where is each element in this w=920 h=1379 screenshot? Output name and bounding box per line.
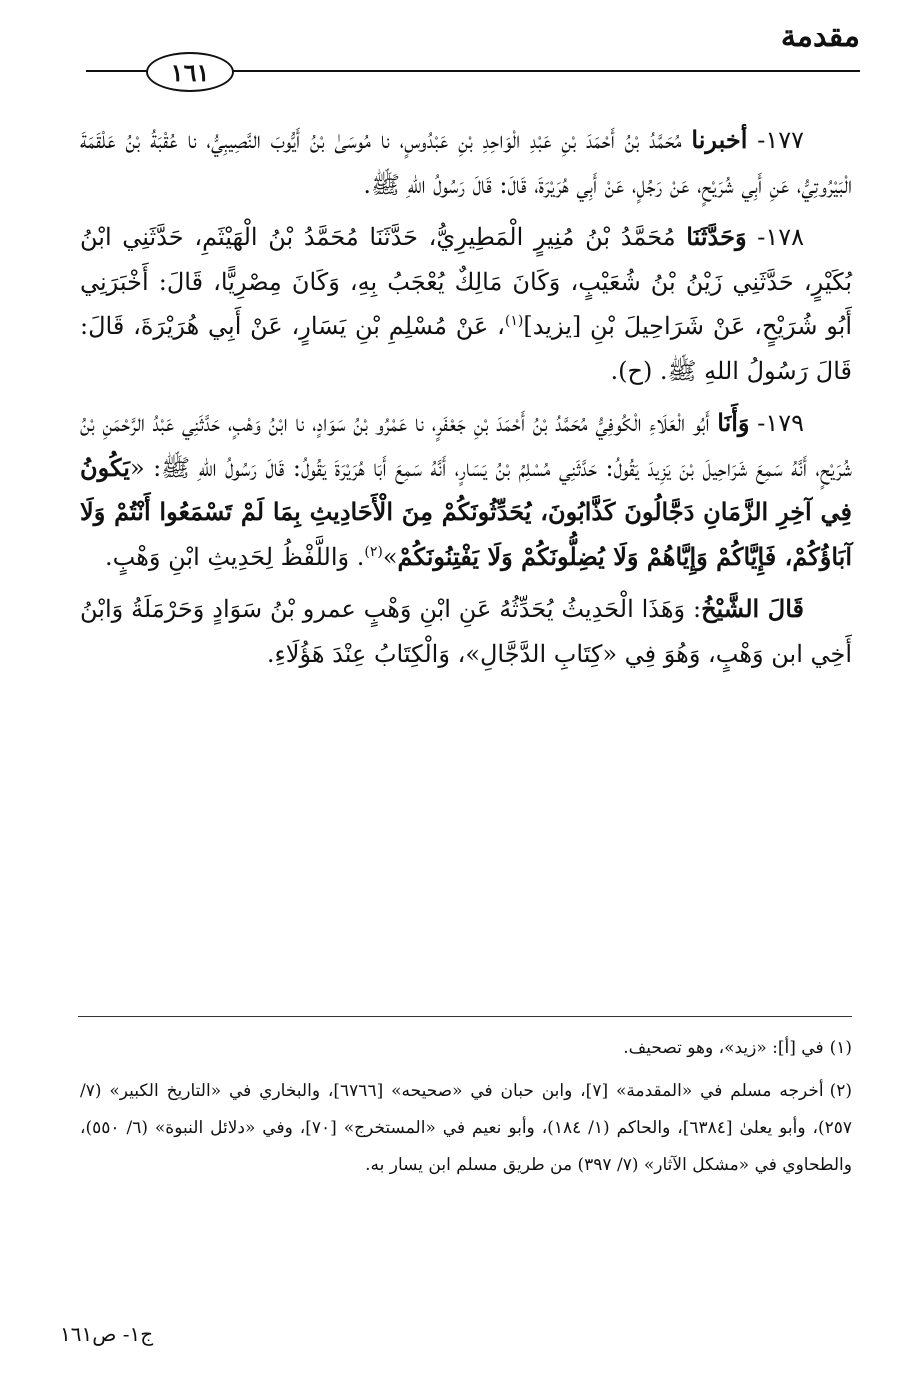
footnote-1 <box>80 1030 852 1067</box>
quote-close: » <box>382 542 398 571</box>
paragraph-text: أَبُو الْعَلَاءِ الْكُوفِيُّ مُحَمَّدُ بْنُ أَحْمَدَ بْنِ جَعْفَرٍ، نا عَمْرُو بْنُ سَوَادٍ، نا ابْنُ وَهْبٍ، حَدَّثَنِي عَبْدُ الرَّحْمَنِ بْنُ شُرَيْحٍ، أَنَّهُ سَمِعَ شَرَاحِيلَ بْنَ يَزِيدَ يَقُولُ: حَدَّثَنِي مُسْلِمُ بْنُ يَسَارٍ، أَنَّهُ سَمِعَ أَبَا هُرَيْرَةَ يَقُولُ: قَالَ رَسُولُ اللهِ ﷺ: « <box>80 409 852 482</box>
hadith-matn: يَكُونُ فِي آخِرِ الزَّمَانِ دَجَّالُونَ كَذَّابُونَ، يُحَدِّثُونَكُمْ مِنَ الْأَحَادِيثِ بِمَا لَمْ تَسْمَعُوا أَنْتُمْ وَلَا آبَاؤُكُمْ، فَإِيَّاكُمْ وَإِيَّاهُمْ وَلَا يُضِلُّونَكُمْ وَلَا يَفْتِنُونَكُمْ <box>80 452 852 571</box>
shaykh-lead: قَالَ الشَّيْخُ <box>701 594 804 623</box>
running-title: مقدمة <box>780 19 860 54</box>
footnotes <box>80 1030 852 1190</box>
paragraph-lead: أخبرنا <box>691 125 748 154</box>
paragraph-text: : وَهَذَا الْحَدِيثُ يُحَدِّثُهُ عَنِ ابْنِ وَهْبٍ عمرو بْنُ سَوَادٍ وَحَرْمَلَةُ وَابْنُ أَخِي ابن وَهْبٍ، وَهُوَ فِي «كِتَابِ الدَّجَّالِ»، وَالْكِتَابُ عِنْدَ هَؤُلَاءِ. <box>80 595 852 668</box>
paragraph-text: مُحَمَّدُ بْنُ مُنِيرٍ الْمَطِيرِيُّ، حَدَّثَنَا مُحَمَّدُ بْنُ الْهَيْثَمِ، حَدَّثَنِي ابْنُ بُكَيْرٍ، حَدَّثَنِي زَيْنُ بْنُ شُعَيْبٍ، وَكَانَ مَالِكٌ يُعْجَبُ بِهِ، وَكَانَ مِصْرِيًّا، قَالَ: أَخْبَرَنِي أَبُو شُرَيْحٍ، عَنْ شَرَاحِيلَ بْنِ [يزيد] <box>80 223 852 340</box>
paragraph-179 <box>80 401 852 579</box>
paragraph-text: . وَاللَّفْظُ لِحَدِيثِ ابْنِ وَهْبٍ. <box>105 542 365 571</box>
paragraph-text: مُحَمَّدُ بْنُ أَحْمَدَ بْنِ عَبْدِ الْوَاحِدِ بْنِ عَبْدُوسٍ، نا مُوسَىٰ بْنُ أَيُّوبَ النَّصِيبِيُّ، نا عُقْبَةُ بْنُ عَلْقَمَةَ الْبَيْرُوتِيُّ، عَنِ أَبِي شُرَيْحٍ، عَنْ رَجُلٍ، عَنْ أَبِي هُرَيْرَةَ، قَالَ: قَالَ رَسُولُ اللهِ ﷺ. <box>80 126 852 199</box>
hadith-number: ١٧٨- <box>746 223 804 251</box>
footnote-ref-1[interactable]: (١) <box>504 313 524 329</box>
footnote-2 <box>80 1073 852 1184</box>
paragraph-178 <box>80 215 852 393</box>
footnote-number: (١) <box>829 1038 852 1058</box>
paragraph-text: ، عَنْ مُسْلِمِ بْنِ يَسَارٍ، عَنْ أَبِي هُرَيْرَةَ، قَالَ: قَالَ رَسُولُ اللهِ ﷺ. (ح). <box>80 312 852 385</box>
hadith-number: ١٧٩- <box>749 409 804 437</box>
paragraph-lead: وَحَدَّثَنَا <box>686 222 747 251</box>
footnote-separator <box>78 1016 852 1017</box>
paragraph-177 <box>80 118 852 207</box>
page-number: ١٦١ <box>146 52 234 92</box>
footnote-text: في [أ]: «زيد»، وهو تصحيف. <box>623 1038 824 1058</box>
footnote-number: (٢) <box>829 1081 852 1101</box>
paragraph-lead: وَأَنَا <box>717 408 750 437</box>
volume-page-ref: ج١- ص١٦١ <box>60 1322 154 1346</box>
shaykh-comment <box>80 587 852 676</box>
main-text <box>80 118 852 684</box>
footnote-ref-2[interactable]: (٢) <box>364 543 383 560</box>
hadith-number: ١٧٧- <box>747 126 804 154</box>
footnote-text: أخرجه مسلم في «المقدمة» [٧]، وابن حبان في «صحيحه» [٦٧٦٦]، والبخاري في «التاريخ الكبير» (٧/ ٢٥٧)، وأبو يعلىٰ [٦٣٨٤]، والحاكم (١/ ١٨٤)، وأبو نعيم في «المستخرج» [٧٠]، وفي «دلائل النبوة» (٦/ ٥٥٠)، والطحاوي في «مشكل الآثار» (٧/ ٣٩٧) من طريق مسلم ابن يسار به. <box>80 1081 853 1175</box>
